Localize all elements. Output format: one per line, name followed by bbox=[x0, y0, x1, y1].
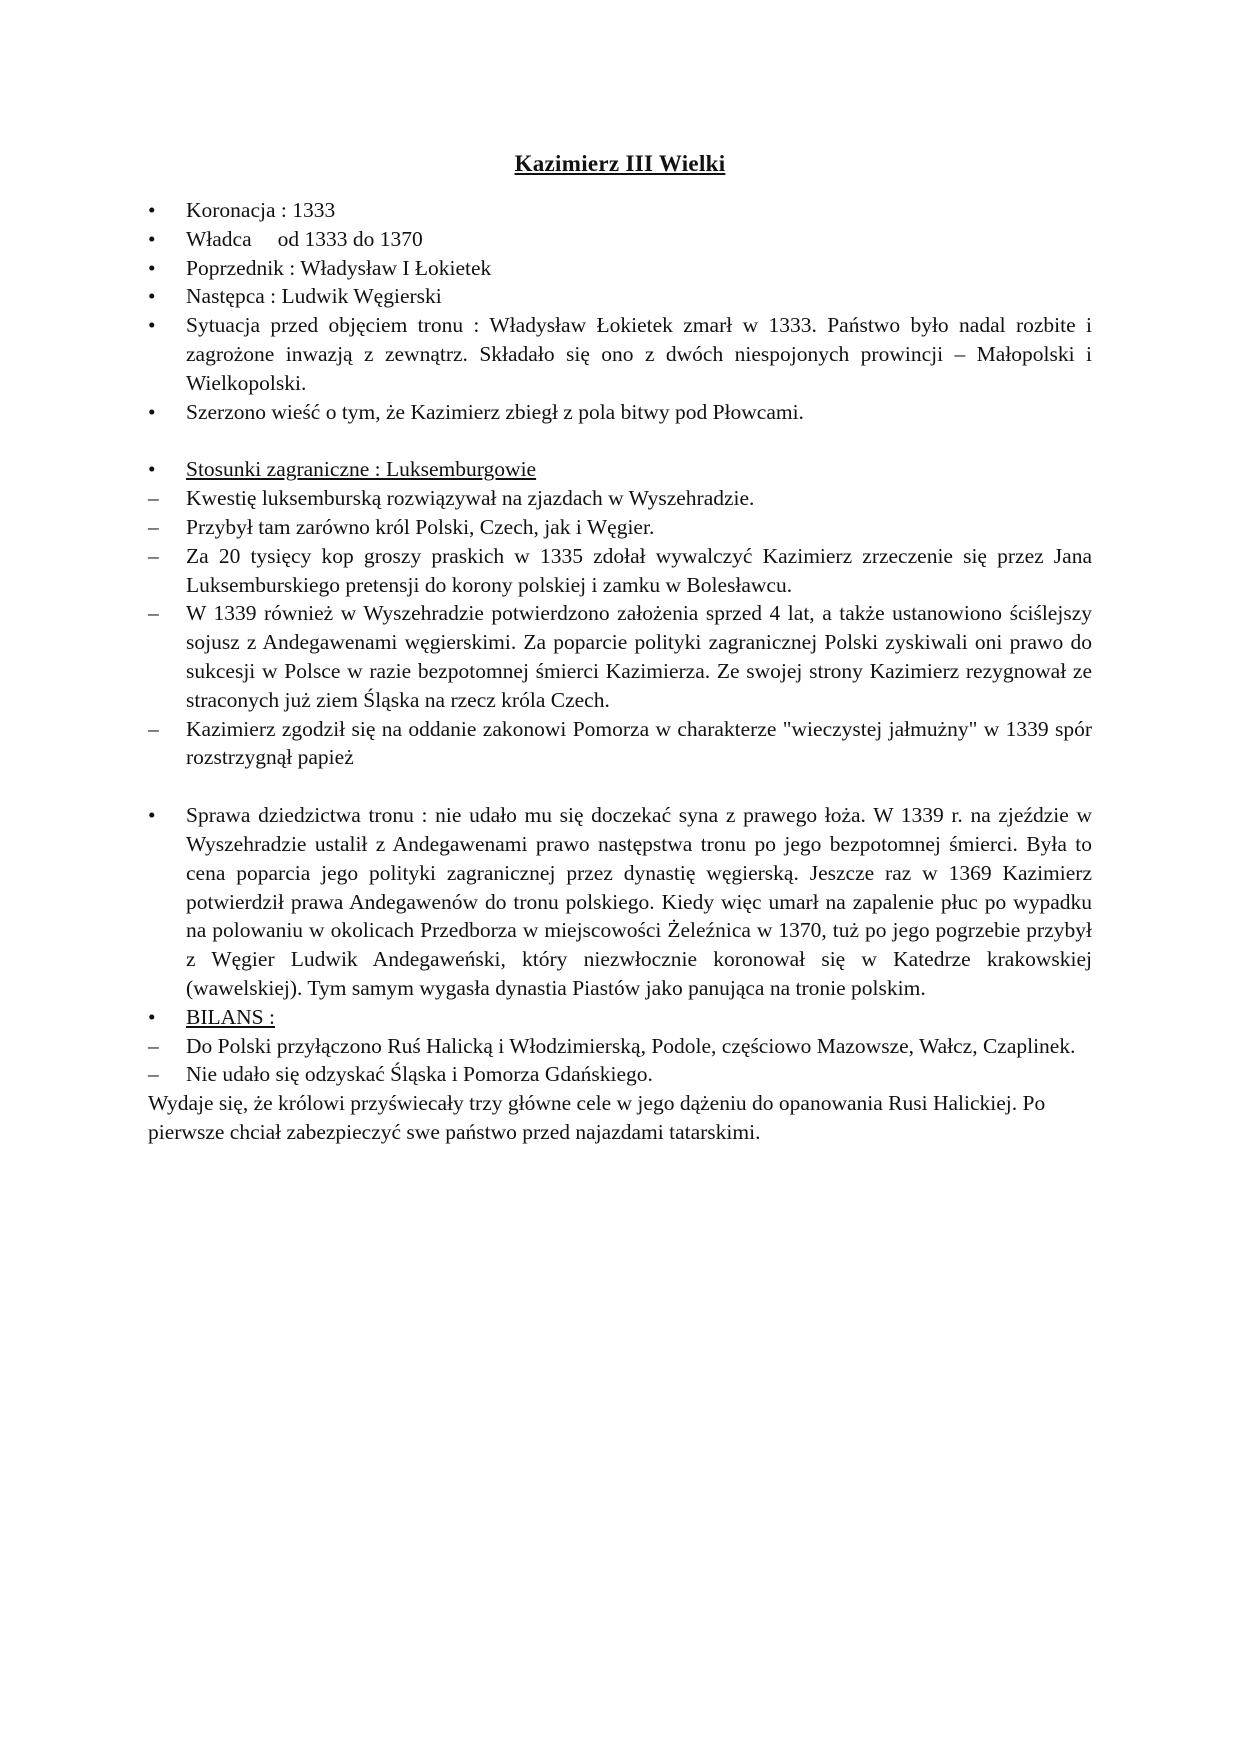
list-item: – Kazimierz zgodził się na oddanie zakonowi Pomorza w charakterze "wieczystej jałmużny" w 1339 spór rozstrzygnął papież bbox=[148, 716, 1092, 770]
dash-marker: – bbox=[148, 716, 159, 741]
paragraph-spacer bbox=[148, 772, 1092, 801]
summary-list bbox=[148, 196, 1092, 426]
list-item: • Szerzono wieść o tym, że Kazimierz zbiegł z pola bitwy pod Płowcami. bbox=[148, 398, 1092, 427]
dash-marker: – bbox=[148, 1062, 159, 1087]
page-title: Kazimierz III Wielki bbox=[514, 151, 726, 176]
list-item: – Przybył tam zarówno król Polski, Czech, jak i Węgier. bbox=[148, 513, 1092, 542]
bullet-marker: • bbox=[148, 803, 156, 828]
list-item: – Kwestię luksemburską rozwiązywał na zjazdach w Wyszehradzie. bbox=[148, 484, 1092, 513]
bullet-marker: • bbox=[148, 198, 156, 222]
bullet-marker: • bbox=[148, 457, 156, 482]
list-item: – Do Polski przyłączono Ruś Halicką i Włodzimierską, Podole, częściowo Mazowsze, Wałcz, Czaplinek. bbox=[148, 1032, 1092, 1061]
dash-marker: – bbox=[148, 1033, 159, 1058]
dash-marker: – bbox=[148, 486, 159, 511]
section-heading: • BILANS : bbox=[148, 1003, 1092, 1032]
bullet-marker: • bbox=[148, 1004, 156, 1029]
bullet-marker: • bbox=[148, 313, 156, 338]
bullet-marker: • bbox=[148, 284, 156, 309]
dash-marker: – bbox=[148, 514, 159, 539]
dash-marker: – bbox=[148, 601, 159, 626]
list-item: – W 1339 również w Wyszehradzie potwierdzono założenia sprzed 4 lat, a także ustanowiono ściślejszy sojusz z Andegawenami węgierskimi. Za poparcie polityki zagranicznej Polski zyskiwali oni prawo do sukcesji w Polsce w razie bezpotomnej śmierci Kazimierza. Ze swojej strony Kazimierz rezygnował ze straconych już ziem Śląska na rzecz króla Czech. bbox=[148, 601, 1092, 712]
section-heading: • Stosunki zagraniczne : Luksemburgowie bbox=[148, 455, 1092, 484]
list-item: – Za 20 tysięcy kop groszy praskich w 1335 zdołał wywalczyć Kazimierz zrzeczenie się przez Jana Luksemburskiego pretensji do korony polskiej i zamku w Bolesławcu. bbox=[148, 543, 1092, 597]
bullet-marker: • bbox=[148, 255, 156, 280]
bullet-marker: • bbox=[148, 399, 156, 424]
list-item: • Sprawa dziedzictwa tronu : nie udało mu się doczekać syna z prawego łoża. W 1339 r. na zjeździe w Wyszehradzie ustalił z Andegawenami prawo następstwa tronu po jego bezpotomnej śmierci. Była to cena poparcia jego polityki zagranicznej przez dynastię węgierską. Jeszcze raz w 1369 Kazimierz potwierdził prawa Andegawenów do tronu polskiego. Kiedy więc umarł na zapalenie płuc po wypadku na polowaniu w okolicach Przedborza w miejscowości Żeleźnica w 1370, tuż po jego pogrzebie przybył z Węgier Ludwik Andegaweński, który niezwłocznie koronował się w Katedrze krakowskiej (wawelskiej). Tym samym wygasła dynastia Piastów jako panująca na tronie polskim. bbox=[148, 803, 1092, 1000]
list-item: • Następca : Ludwik Węgierski bbox=[148, 282, 1092, 311]
list-item: • Koronacja : 1333 bbox=[148, 196, 1092, 225]
list-item: • Sytuacja przed objęciem tronu : Władysław Łokietek zmarł w 1333. Państwo było nadal rozbite i zagrożone inwazją z zewnątrz. Składało się ono z dwóch niespojonych prowincji – Małopolski i Wielkopolski. bbox=[148, 313, 1092, 395]
succession-list bbox=[148, 801, 1092, 1089]
list-item: • Władca od 1333 do 1370 bbox=[148, 225, 1092, 254]
document-body bbox=[148, 150, 1092, 1147]
paragraph-spacer bbox=[148, 426, 1092, 455]
closing-paragraph: Wydaje się, że królowi przyświecały trzy główne cele w jego dążeniu do opanowania Rusi Halickiej. Po pierwsze chciał zabezpieczyć swe państwo przed najazdami tatarskimi. bbox=[148, 1091, 1046, 1144]
bullet-marker: • bbox=[148, 226, 156, 251]
dash-marker: – bbox=[148, 543, 159, 568]
list-item: – Nie udało się odzyskać Śląska i Pomorza Gdańskiego. bbox=[148, 1060, 1092, 1089]
foreign-relations-list bbox=[148, 455, 1092, 772]
list-item: • Poprzednik : Władysław I Łokietek bbox=[148, 254, 1092, 283]
